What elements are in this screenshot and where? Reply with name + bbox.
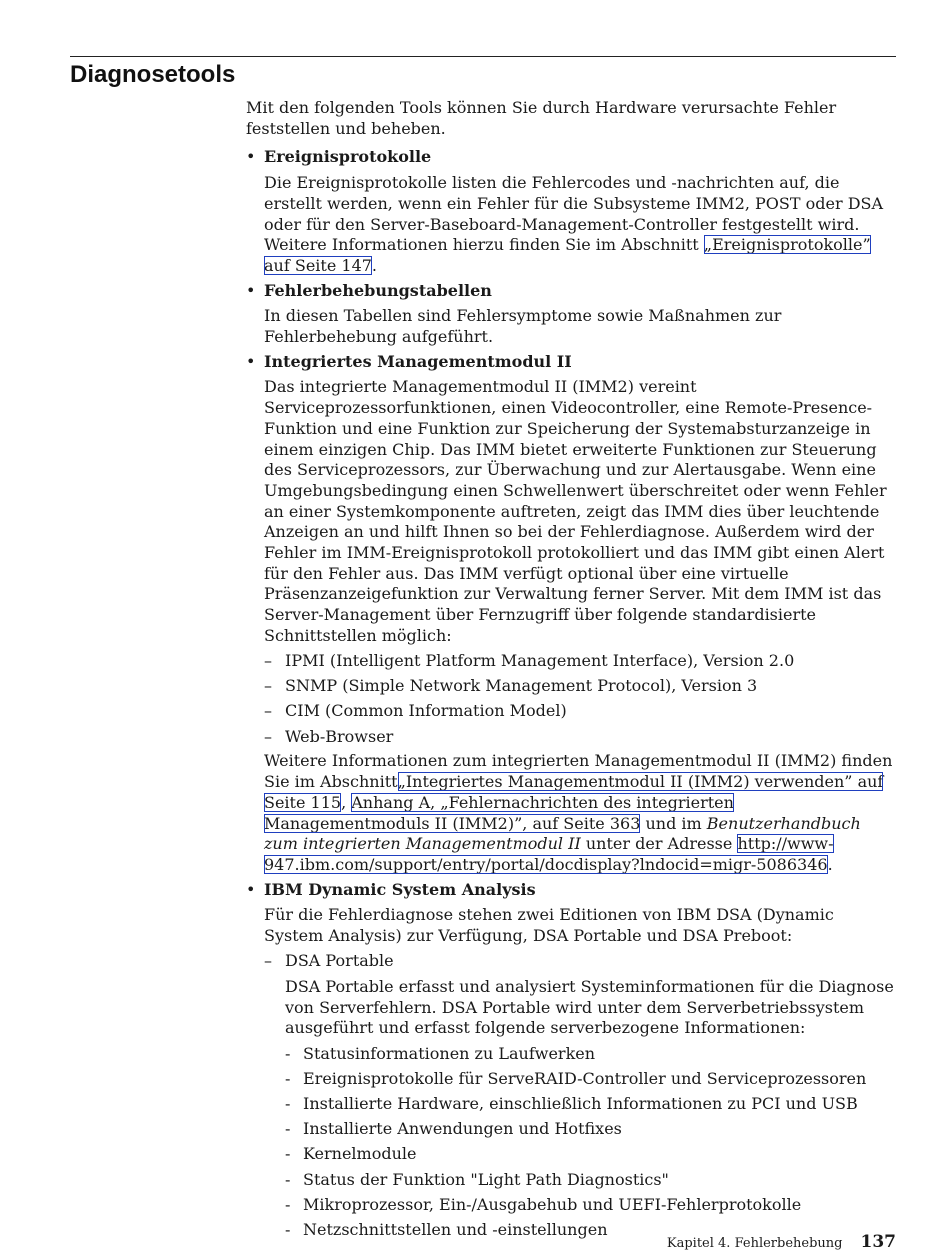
bullet-icon: • (246, 879, 256, 899)
section-title: Ereignisprotokolle (264, 147, 432, 167)
section-title: Fehlerbehebungstabellen (264, 280, 492, 300)
list-item: - Kernelmodule (285, 1144, 417, 1164)
section-ereignisprotokolle (246, 147, 896, 276)
list-item: - Installierte Anwendungen und Hotfixes (285, 1119, 622, 1139)
section-fehlerbehebungstabellen (246, 281, 896, 348)
bullet-icon: • (246, 351, 256, 371)
bullet-icon: • (246, 280, 256, 300)
list-item: – IPMI (Intelligent Platform Management Interface), Version 2.0 (264, 651, 795, 671)
list-item: – Web-Browser (264, 726, 394, 746)
list-item: – CIM (Common Information Model) (264, 701, 567, 721)
intro-text: Mit den folgenden Tools können Sie durch Hardware verursachte Fehler feststellen und beheben. (246, 98, 837, 138)
list-item: – SNMP (Simple Network Management Protocol), Version 3 (264, 676, 758, 696)
dsa-portable: – DSA Portable DSA Portable erfasst und analysiert Systeminformationen für die Diagnose von Serverfehlern. DSA Portable wird unter dem Serverbetriebssystem ausgeführt und erfasst folgende serverbezogene Informationen: - Statusinformationen zu Laufwerken - Ereignisprotokolle für ServeRAID-Controller und Serviceprozessoren - Installierte Hardware, einschließlich Informationen zu PCI und USB - Installierte Anwendungen und Hotfixes - Kernelmodule - Status der Funktion "Light Path Diagnostics" - Mikroprozessor, Ein-/Ausgabehub und UEFI-Fehlerprotokolle - Netzschnittstellen und -einstellungen (264, 951, 896, 1240)
list-item: - Mikroprozessor, Ein-/Ausgabehub und UEFI-Fehlerprotokolle (285, 1194, 802, 1214)
section-text: Für die Fehlerdiagnose stehen zwei Editionen von IBM DSA (Dynamic System Analysis) zur Verfügung, DSA Portable und DSA Preboot: (264, 905, 834, 946)
section-title: Integriertes Managementmodul II (264, 351, 572, 371)
link-ereignisprotokolle[interactable]: „Ereignisprotokolle” auf Seite 147 (264, 235, 871, 275)
imm-more-info: Weitere Informationen zum integrierten Managementmodul II (IMM2) finden Sie im Abschnitt„Integriertes Managementmodul II (IMM2) verwenden” auf Seite 115, Anhang A, „Fehlernachrichten des integrierten Managementmoduls II (IMM2)”, auf Seite 363 und im Benutzerhandbuch zum integrierten Managementmodul II unter der Adresse http://www-947.ibm.com/support/entry/portal/docdisplay?lndocid=migr-5086346. (264, 751, 893, 874)
bullet-icon: • (246, 147, 256, 167)
footer-chapter: Kapitel 4. Fehlerbehebung (666, 1236, 843, 1251)
section-title: IBM Dynamic System Analysis (264, 879, 536, 899)
section-text: Die Ereignisprotokolle listen die Fehlercodes und -nachrichten auf, die erstellt werden, wenn ein Fehler für die Subsysteme IMM2, POST oder DSA oder für den Server-Baseboard-Management-Controller festgestellt wird. Weitere Informationen hierzu finden Sie im Abschnitt „Ereignisprotokolle” auf Seite 147. (264, 173, 884, 275)
main-content (246, 98, 896, 1241)
page-title: Diagnosetools (70, 61, 236, 88)
list-item: - Statusinformationen zu Laufwerken (285, 1043, 596, 1063)
section-text: In diesen Tabellen sind Fehlersymptome sowie Maßnahmen zur Fehlerbehebung aufgeführt. (264, 306, 782, 347)
dsa-portable-title: DSA Portable (285, 951, 394, 971)
section-dsa (246, 880, 896, 1241)
section-imm (246, 352, 896, 876)
link-imm2-verwenden[interactable]: „Integriertes Managementmodul II (IMM2) verwenden” auf Seite 115 (264, 772, 884, 812)
dsa-portable-text: DSA Portable erfasst und analysiert Systeminformationen für die Diagnose von Serverfehlern. DSA Portable wird unter dem Serverbetriebssystem ausgeführt und erfasst folgende serverbezogene Informationen: (285, 976, 894, 1038)
list-item: - Ereignisprotokolle für ServeRAID-Controller und Serviceprozessoren (285, 1068, 867, 1088)
link-ibm-support-url[interactable]: http://www-947.ibm.com/support/entry/portal/docdisplay?lndocid=migr-5086346 (264, 834, 834, 874)
section-text: Das integrierte Managementmodul II (IMM2) vereint Serviceprozessorfunktionen, einen Videocontroller, eine Remote-Presence-Funktion und eine Funktion zur Speicherung der Systemabsturzanzeige in einem einzigen Chip. Das IMM bietet erweiterte Funktionen zur Steuerung des Serviceprozessors, zur Überwachung und zur Alertausgabe. Wenn eine Umgebungsbedingung einen Schwellenwert überschreitet oder wenn Fehler an einer Systemkomponente auftreten, zeigt das IMM dies über leuchtende Anzeigen an und hilft Ihnen so bei der Fehlerdiagnose. Außerdem wird der Fehler im IMM-Ereignisprotokoll protokolliert und das IMM gibt einen Alert für den Fehler aus. Das IMM verfügt optional über eine virtuelle Präsenzanzeigefunktion zur Verwaltung ferner Server. Mit dem IMM ist das Server-Management über Fernzugriff über folgende standardisierte Schnittstellen möglich: (264, 377, 887, 645)
page-footer (667, 1232, 896, 1254)
link-anhang-a[interactable]: Anhang A, „Fehlernachrichten des integrierten Managementmoduls II (IMM2)”, auf Seite 363 (264, 792, 734, 833)
list-item: - Installierte Hardware, einschließlich Informationen zu PCI und USB (285, 1093, 858, 1113)
list-item: - Status der Funktion "Light Path Diagnostics" (285, 1169, 669, 1189)
list-item: - Netzschnittstellen und -einstellungen (285, 1219, 608, 1239)
header-rule (70, 56, 896, 57)
page-number: 137 (860, 1232, 896, 1252)
